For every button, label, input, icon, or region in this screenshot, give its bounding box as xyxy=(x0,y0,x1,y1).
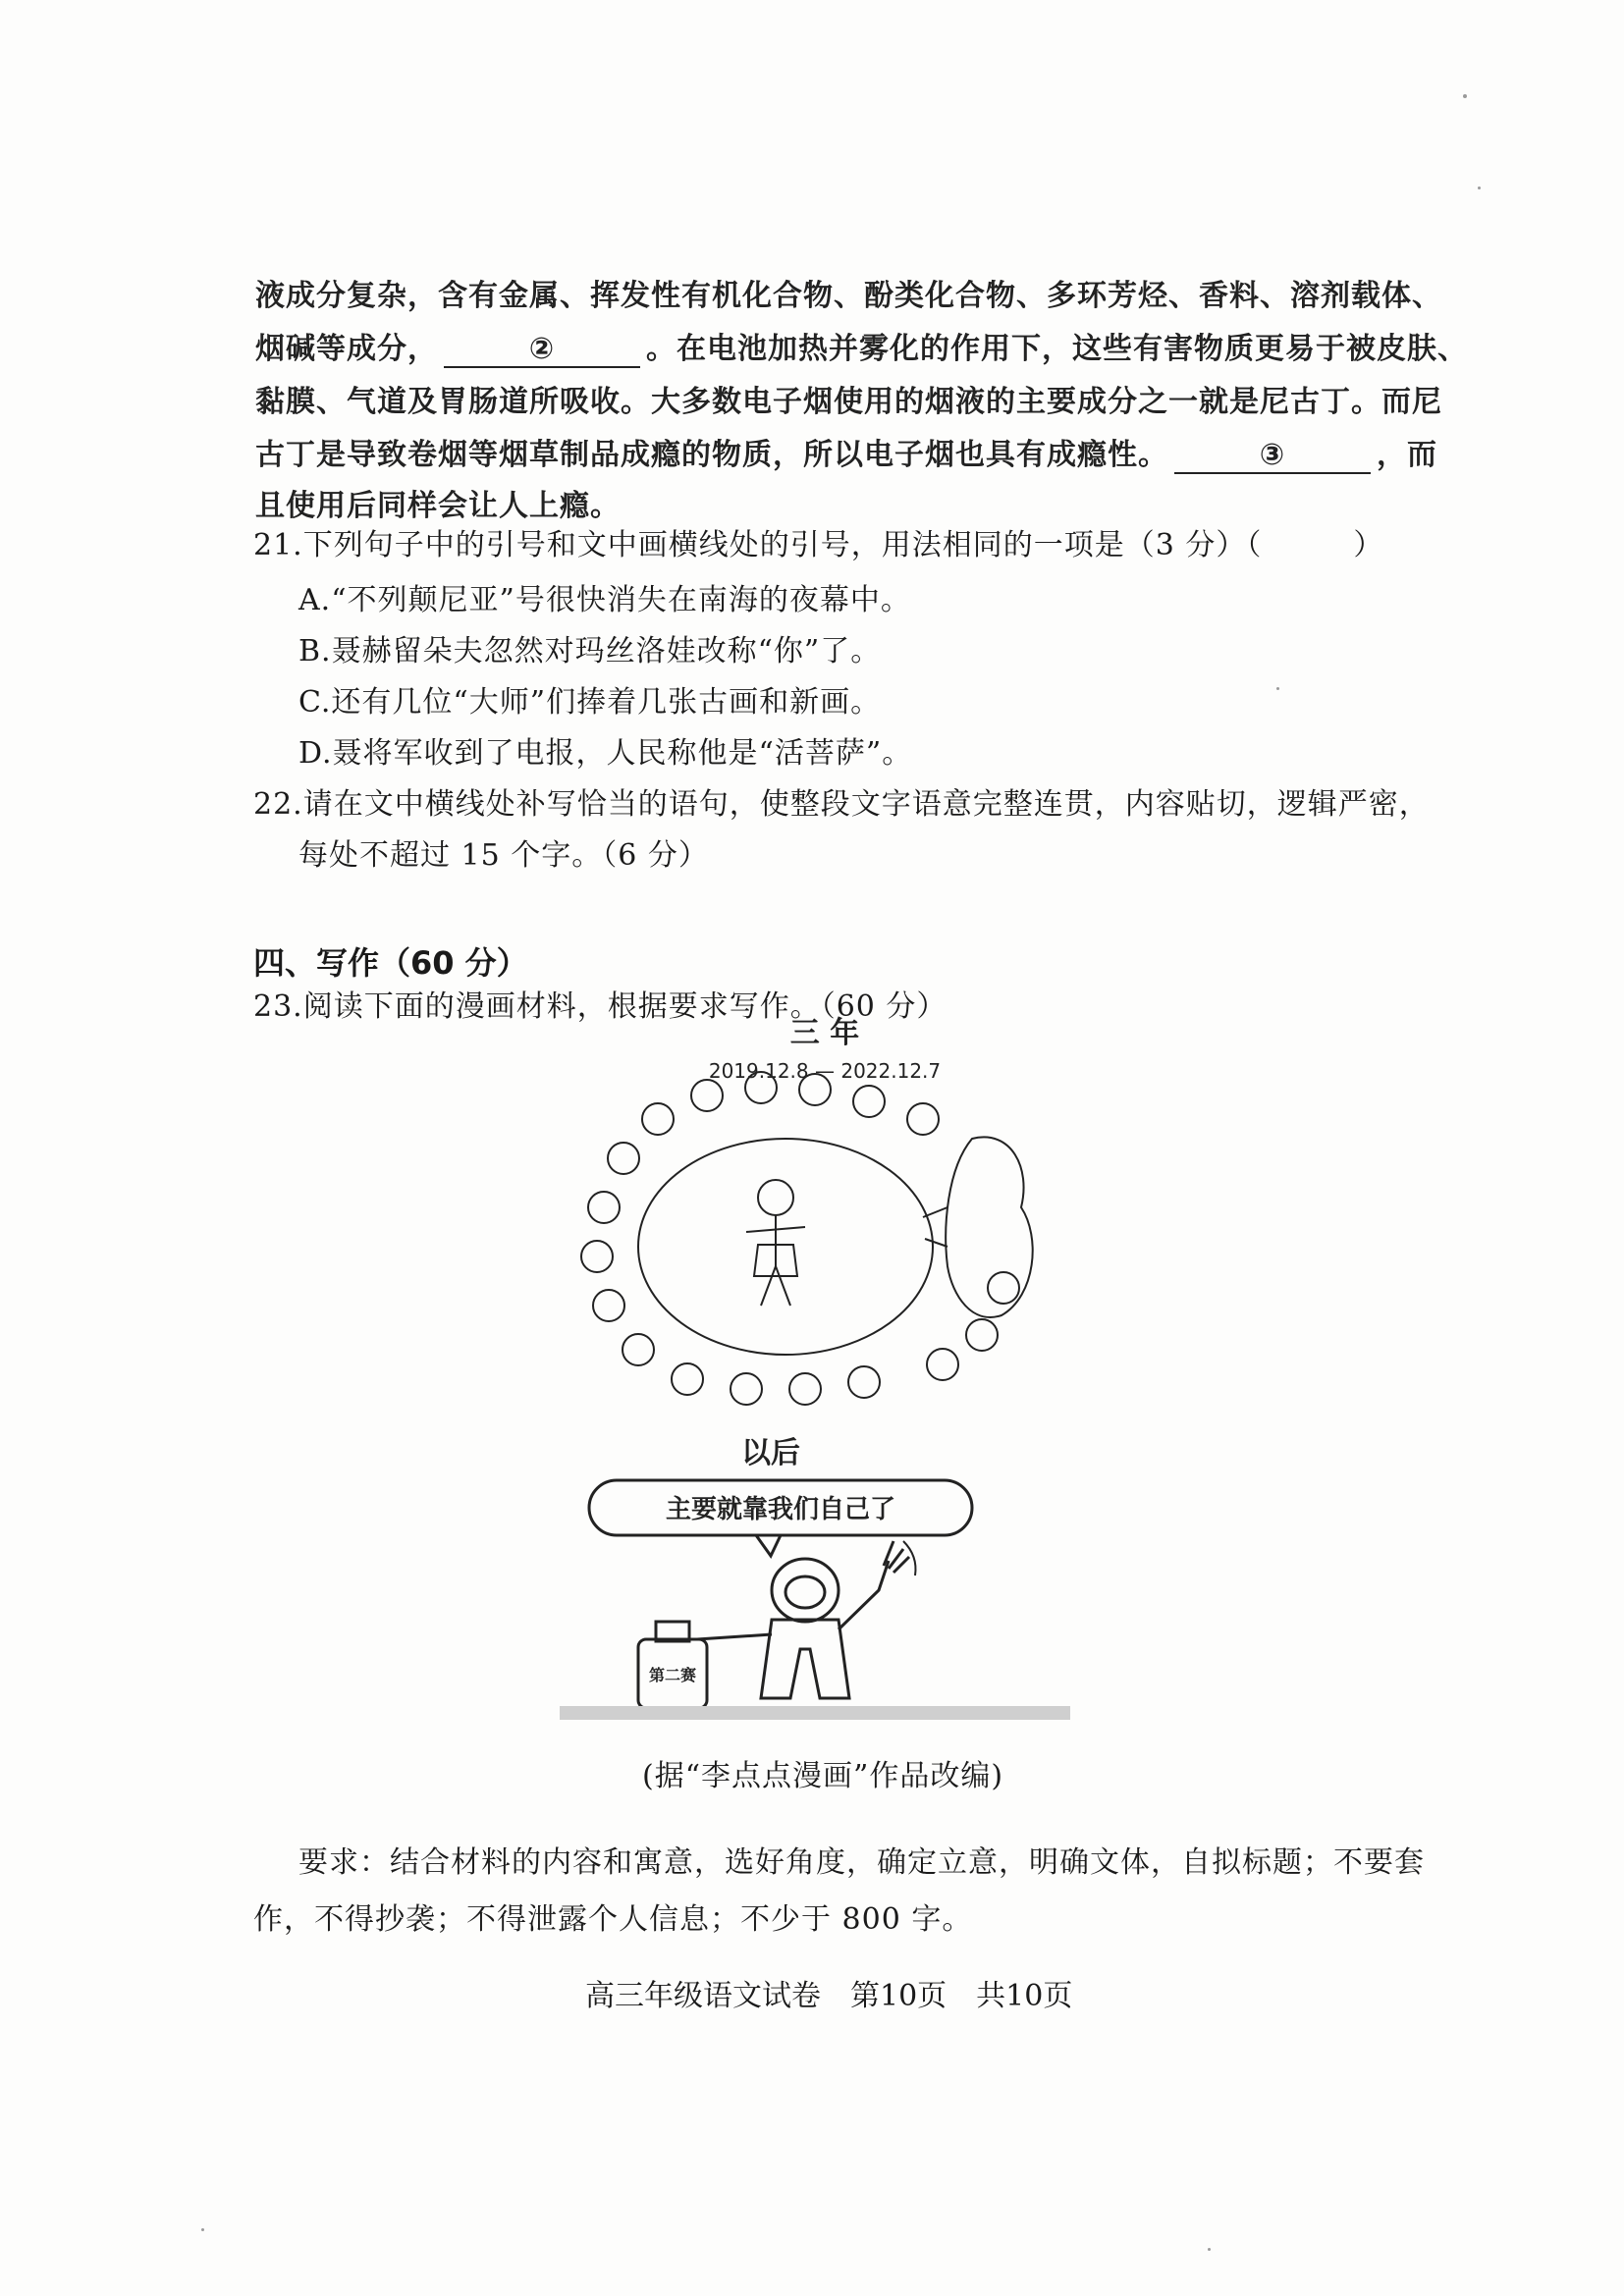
passage-line-2 xyxy=(255,330,1468,369)
question-23-stem: 23.阅读下面的漫画材料，根据要求写作。（60 分） xyxy=(253,989,947,1024)
requirements-line-1: 要求：结合材料的内容和寓意，选好角度，确定立意，明确文体，自拟标题；不要套 xyxy=(298,1845,1425,1880)
cartoon-caption-after: 以后 xyxy=(741,1436,800,1470)
scan-speck xyxy=(1463,94,1467,98)
passage-line-1: 液成分复杂，含有金属、挥发性有机化合物、酚类化合物、多环芳烃、香料、溶剂载体、 xyxy=(255,279,1442,313)
question-22-stem-line-1: 22.请在文中横线处补写恰当的语句，使整段文字语意完整连贯，内容贴切，逻辑严密， xyxy=(253,787,1430,822)
person-in-protective-suit xyxy=(697,1541,916,1698)
section-4-title: 四、写作（60 分） xyxy=(253,944,528,982)
cartoon-illustration xyxy=(550,1011,1100,1728)
question-22-stem-line-2: 每处不超过 15 个字。（6 分） xyxy=(298,838,709,873)
scan-speck xyxy=(1478,187,1481,189)
passage-line-2-end: 。在电池加热并雾化的作用下，这些有害物质更易于被皮肤、 xyxy=(646,332,1468,366)
guardian-figure xyxy=(923,1137,1033,1317)
scan-speck xyxy=(1208,2248,1211,2251)
scan-speck xyxy=(201,2228,204,2231)
passage-line-2-start: 烟碱等成分， xyxy=(255,332,438,366)
passage-line-5: 且使用后同样会让人上瘾。 xyxy=(255,489,621,523)
scan-speck xyxy=(1276,687,1279,690)
luggage-icon xyxy=(638,1622,707,1708)
question-21-option-a: A.“不列颠尼亚”号很快消失在南海的夜幕中。 xyxy=(298,583,911,617)
question-21-option-b: B.聂赫留朵夫忽然对玛丝洛娃改称“你”了。 xyxy=(298,634,882,668)
cartoon-credit: (据“李点点漫画”作品改编) xyxy=(642,1759,1004,1793)
question-21-option-c: C.还有几位“大师”们捧着几张古画和新画。 xyxy=(298,685,882,720)
answer-blank-2: ② xyxy=(444,333,640,368)
cartoon-dates: 2019.12.8 — 2022.12.7 xyxy=(708,1059,942,1083)
luggage-label: 第二赛 xyxy=(648,1666,697,1684)
passage-line-4-start: 古丁是导致卷烟等烟草制品成瘾的物质，所以电子烟也具有成瘾性。 xyxy=(255,438,1168,472)
speech-bubble xyxy=(589,1480,972,1556)
question-21-stem: 21.下列句子中的引号和文中画横线处的引号，用法相同的一项是（3 分）（ ） xyxy=(253,528,1384,562)
requirements-line-2: 作，不得抄袭；不得泄露个人信息；不少于 800 字。 xyxy=(253,1902,973,1937)
virus-ring xyxy=(581,1072,1033,1405)
passage-line-4-end: ，而 xyxy=(1377,438,1437,472)
speech-bubble-text: 主要就靠我们自己了 xyxy=(665,1495,896,1524)
passage-line-3: 黏膜、气道及胃肠道所吸收。大多数电子烟使用的烟液的主要成分之一就是尼古丁。而尼 xyxy=(255,385,1442,419)
ground-shading xyxy=(560,1706,1070,1720)
passage-line-4 xyxy=(255,436,1437,475)
cartoon-drawing xyxy=(550,1011,1100,1728)
cartoon-title: 三 年 xyxy=(789,1016,860,1050)
question-21-option-d: D.聂将军收到了电报，人民称他是“活菩萨”。 xyxy=(298,736,913,771)
answer-blank-3: ③ xyxy=(1174,439,1371,474)
child-figure xyxy=(746,1180,805,1306)
page-footer: 高三年级语文试卷 第10页 共10页 xyxy=(585,1979,1073,2013)
